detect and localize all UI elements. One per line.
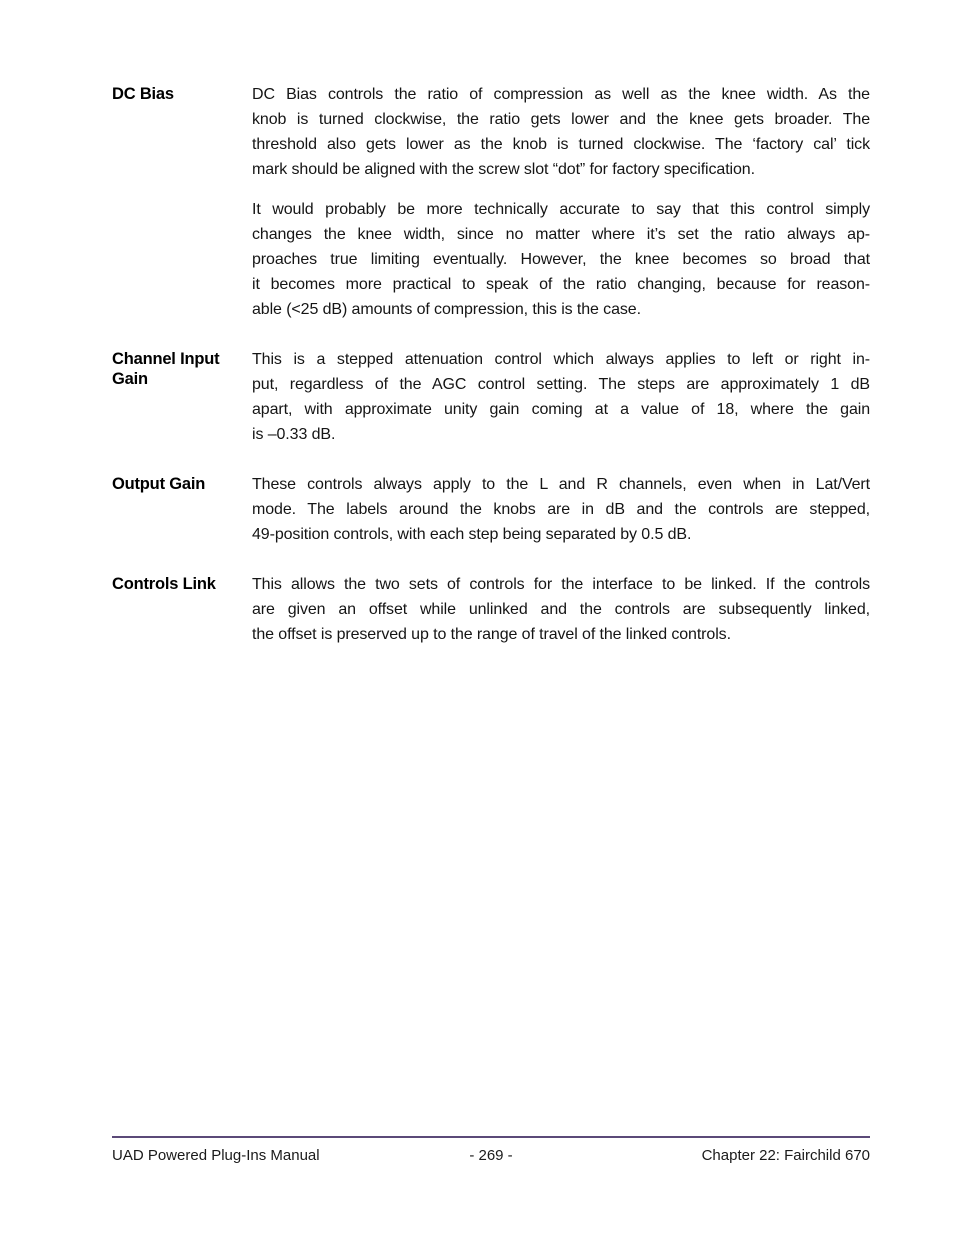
- definition-text: [252, 472, 870, 547]
- text-line: threshold also gets lower as the knob is turned clockwise. The ‘factory cal’ tick: [252, 136, 870, 153]
- text-line: knob is turned clockwise, the ratio gets lower and the knee gets broader. The: [252, 111, 870, 128]
- text-line: are given an offset while unlinked and the controls are subsequently linked,: [252, 601, 870, 618]
- text-line: put, regardless of the AGC control setting. The steps are approximately 1 dB: [252, 376, 870, 393]
- text-line: This allows the two sets of controls for the interface to be linked. If the controls: [252, 576, 870, 593]
- paragraph: [252, 197, 870, 322]
- text-line: DC Bias controls the ratio of compression as well as the knee width. As the: [252, 86, 870, 103]
- text-line: apart, with approximate unity gain coming at a value of 18, where the gain: [252, 401, 870, 418]
- text-line: is –0.33 dB.: [252, 426, 336, 443]
- term-label: [112, 82, 252, 322]
- definition-text: [252, 347, 870, 447]
- section-controls-link: [112, 572, 870, 647]
- text-line: it becomes more practical to speak of the ratio changing, because for reason-: [252, 276, 870, 293]
- term-label: [112, 472, 252, 547]
- definition-text: [252, 82, 870, 322]
- footer-manual-title: UAD Powered Plug-Ins Manual: [112, 1147, 320, 1164]
- section-dc-bias: [112, 82, 870, 322]
- footer-rule: [112, 1136, 870, 1138]
- page-footer: [112, 1136, 870, 1165]
- term-label-line: Channel Input: [112, 350, 220, 368]
- text-line: mode. The labels around the knobs are in dB and the controls are stepped,: [252, 501, 870, 518]
- term-label: [112, 347, 252, 447]
- term-label-line: Output Gain: [112, 475, 206, 493]
- text-line: able (<25 dB) amounts of compression, this is the case.: [252, 301, 641, 318]
- section-output-gain: [112, 472, 870, 547]
- text-line: changes the knee width, since no matter where it’s set the ratio always ap-: [252, 226, 870, 243]
- text-line: 49-position controls, with each step being separated by 0.5 dB.: [252, 526, 692, 543]
- text-line: proaches true limiting eventually. However, the knee becomes so broad that: [252, 251, 870, 268]
- paragraph: [252, 82, 870, 182]
- footer-chapter: Chapter 22: Fairchild 670: [701, 1147, 871, 1164]
- definition-text: [252, 572, 870, 647]
- text-line: These controls always apply to the L and R channels, even when in Lat/Vert: [252, 476, 870, 493]
- term-label: [112, 572, 252, 647]
- text-line: It would probably be more technically accurate to say that this control simply: [252, 201, 870, 218]
- term-label-line: DC Bias: [112, 85, 174, 103]
- footer-text-row: [112, 1147, 870, 1165]
- term-label-line: Controls Link: [112, 575, 216, 593]
- section-channel-input-gain: [112, 347, 870, 447]
- content-area: [112, 82, 870, 672]
- text-line: This is a stepped attenuation control which always applies to left or right in-: [252, 351, 870, 368]
- text-line: the offset is preserved up to the range of travel of the linked controls.: [252, 626, 731, 643]
- text-line: mark should be aligned with the screw slot “dot” for factory specification.: [252, 161, 755, 178]
- paragraph: [252, 572, 870, 647]
- paragraph: [252, 472, 870, 547]
- footer-page-number: - 269 -: [469, 1147, 513, 1164]
- term-label-line: Gain: [112, 370, 148, 388]
- paragraph: [252, 347, 870, 447]
